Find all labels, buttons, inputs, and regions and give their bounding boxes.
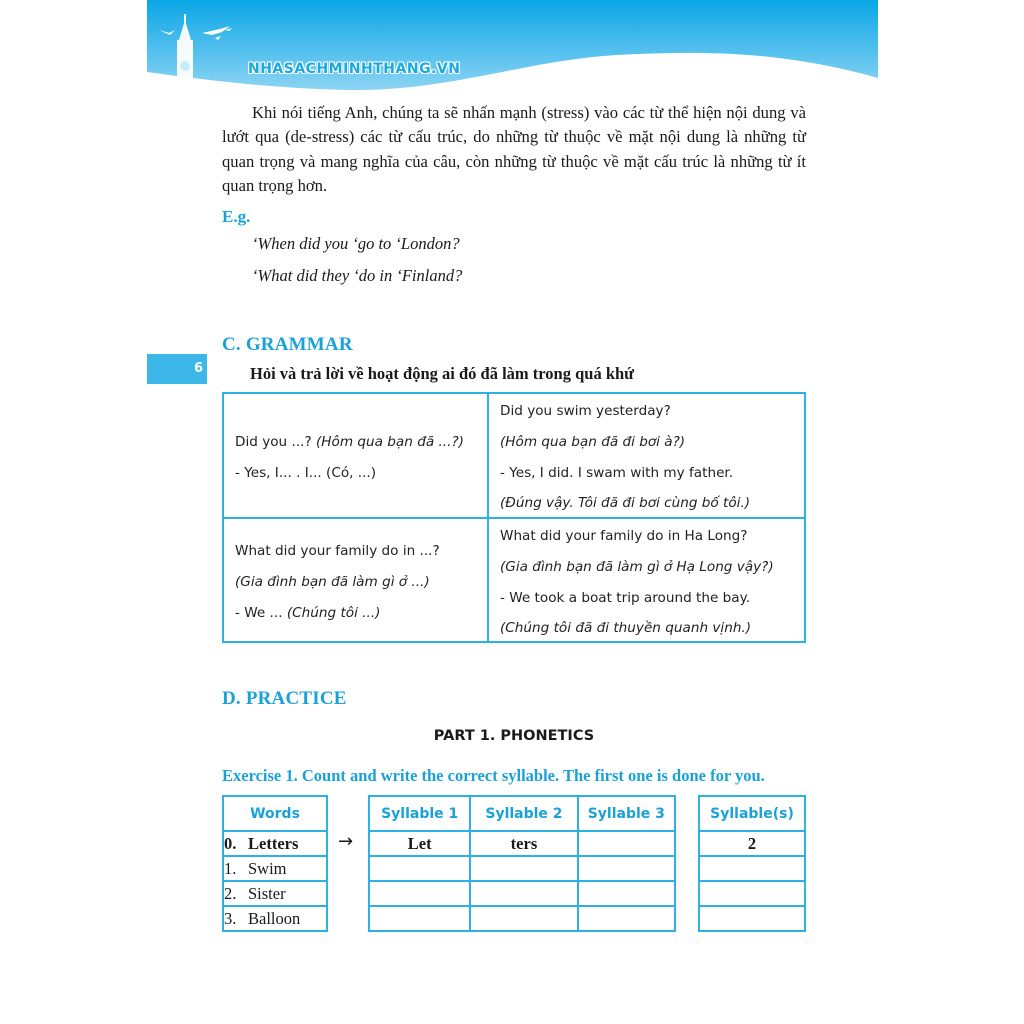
- word-text: Swim: [248, 858, 287, 878]
- pattern-answer: [235, 605, 380, 621]
- table-row: [699, 856, 805, 881]
- word-text: Letters: [248, 833, 299, 853]
- table-row: [699, 881, 805, 906]
- table-row: [369, 881, 675, 906]
- example-question: What did your family do in Ha Long?: [500, 528, 748, 544]
- word-number: 1.: [224, 858, 237, 878]
- header-banner: [147, 0, 878, 100]
- intro-paragraph: Khi nói tiếng Anh, chúng ta sẽ nhấn mạnh (stress) vào các từ thể hiện nội dung và lướt qua (de-stress) các từ cấu trúc, do những từ thuộc về mặt nội dung là những từ quan trọng và mang nghĩa của câu, còn những từ thuộc về mặt cấu trúc là những từ ít quan trọng hơn.: [222, 103, 806, 195]
- table-row: [369, 831, 675, 856]
- word-number: 0.: [224, 833, 237, 853]
- example-answer-translation: (Đúng vậy. Tôi đã đi bơi cùng bố tôi.): [500, 495, 751, 511]
- brand-logo-text: NHASACHMINHTHANG.VN: [248, 61, 461, 77]
- grammar-cell-pattern: [224, 394, 489, 517]
- grammar-subtitle: Hỏi và trả lời về hoạt động ai đó đã làm trong quá khứ: [250, 364, 635, 383]
- syllable-answer-cell[interactable]: [470, 856, 577, 881]
- syllables-table: [368, 795, 676, 932]
- grammar-cell-example: [489, 394, 804, 517]
- part-heading: [0, 728, 1024, 744]
- table-row: [223, 831, 327, 856]
- syllable-answer-cell[interactable]: [578, 881, 675, 906]
- table-row: [223, 881, 327, 906]
- word-text: Sister: [248, 883, 286, 903]
- table-row: [699, 906, 805, 931]
- words-header: Words: [223, 796, 327, 831]
- example-answer: - We took a boat trip around the bay.: [500, 590, 751, 606]
- count-answer-cell[interactable]: [699, 856, 805, 881]
- grammar-row: [224, 519, 804, 641]
- answer-text: - We ...: [235, 605, 283, 621]
- word-number: 3.: [224, 908, 237, 928]
- part-heading-text: PART 1. PHONETICS: [433, 728, 595, 744]
- example-sentence: ‘What did they ‘do in ‘Finland?: [252, 266, 463, 285]
- syllable-1-header: Syllable 1: [369, 796, 470, 831]
- page-number-tab: 6: [147, 354, 207, 384]
- example-question-translation: (Gia đình bạn đã làm gì ở Hạ Long vậy?): [500, 559, 774, 575]
- table-row: [369, 906, 675, 931]
- syllable-2-header: Syllable 2: [470, 796, 577, 831]
- header-wave-graphic: [147, 0, 878, 100]
- example-label: E.g.: [222, 207, 251, 226]
- syllable-count-header: Syllable(s): [699, 796, 805, 831]
- syllable-cell: Let: [369, 831, 470, 856]
- syllable-cell: [578, 831, 675, 856]
- syllable-answer-cell[interactable]: [578, 906, 675, 931]
- syllable-3-header: Syllable 3: [578, 796, 675, 831]
- syllable-answer-cell[interactable]: [369, 881, 470, 906]
- word-number: 2.: [224, 883, 237, 903]
- syllable-answer-cell[interactable]: [369, 856, 470, 881]
- table-row: [699, 831, 805, 856]
- example-question: Did you swim yesterday?: [500, 403, 671, 419]
- pattern-answer: - Yes, I... . I... (Có, ...): [235, 465, 377, 481]
- words-table: [222, 795, 328, 932]
- syllable-answer-cell[interactable]: [470, 881, 577, 906]
- table-row: [223, 906, 327, 931]
- syllable-count-table: [698, 795, 806, 932]
- example-sentence: ‘When did you ‘go to ‘London?: [252, 234, 460, 253]
- example-answer: - Yes, I did. I swam with my father.: [500, 465, 734, 481]
- grammar-table: [222, 392, 806, 643]
- word-text: Balloon: [248, 908, 301, 928]
- count-cell: 2: [699, 831, 805, 856]
- practice-heading: D. PRACTICE: [222, 688, 347, 709]
- count-answer-cell[interactable]: [699, 881, 805, 906]
- example-answer-translation: (Chúng tôi đã đi thuyền quanh vịnh.): [500, 620, 752, 636]
- pattern-question-translation: (Gia đình bạn đã làm gì ở ...): [235, 574, 430, 590]
- grammar-row: [224, 394, 804, 519]
- arrow-icon: →: [338, 831, 354, 852]
- question-text: Did you ...?: [235, 434, 312, 450]
- grammar-cell-example: [489, 519, 804, 641]
- count-answer-cell[interactable]: [699, 906, 805, 931]
- syllable-answer-cell[interactable]: [578, 856, 675, 881]
- syllable-cell: ters: [470, 831, 577, 856]
- exercise-instruction: Exercise 1. Count and write the correct syllable. The first one is done for you.: [222, 766, 765, 785]
- example-question-translation: (Hôm qua bạn đã đi bơi à?): [500, 434, 686, 450]
- grammar-heading: C. GRAMMAR: [222, 334, 353, 355]
- grammar-cell-pattern: [224, 519, 489, 641]
- syllable-answer-cell[interactable]: [470, 906, 577, 931]
- question-translation: (Hôm qua bạn đã ...?): [316, 434, 464, 450]
- table-row: [223, 856, 327, 881]
- pattern-question: [235, 434, 464, 450]
- table-row: [369, 856, 675, 881]
- answer-translation: (Chúng tôi ...): [286, 605, 381, 621]
- pattern-question: What did your family do in ...?: [235, 543, 440, 559]
- syllable-answer-cell[interactable]: [369, 906, 470, 931]
